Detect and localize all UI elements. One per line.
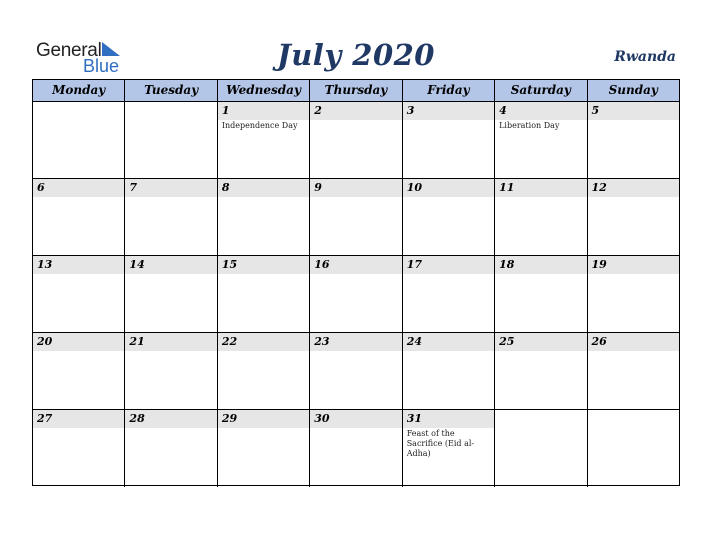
weekday-header-row xyxy=(33,80,679,102)
day-cell xyxy=(588,333,679,409)
day-cell xyxy=(310,102,402,178)
weekday-tuesday: Tuesday xyxy=(125,80,217,101)
day-number: 10 xyxy=(406,181,422,194)
country-label: Rwanda xyxy=(614,49,676,65)
day-cell xyxy=(495,102,587,178)
holiday-label: Feast of the Sacrifice (Eid al-Adha) xyxy=(406,429,475,458)
weekday-friday: Friday xyxy=(403,80,495,101)
day-number: 30 xyxy=(314,412,330,425)
date-band xyxy=(218,102,309,120)
day-number: 31 xyxy=(406,412,422,425)
day-cell xyxy=(33,179,125,255)
day-cell xyxy=(218,333,310,409)
day-cell xyxy=(218,179,310,255)
week-row xyxy=(33,333,679,410)
day-cell xyxy=(33,256,125,332)
holiday-label: Independence Day xyxy=(221,121,298,130)
weekday-sunday: Sunday xyxy=(608,83,658,97)
weekday-monday: Monday xyxy=(33,80,125,101)
day-number: 29 xyxy=(221,412,238,425)
weekday-thursday: Thursday xyxy=(310,80,402,101)
day-cell xyxy=(218,410,310,487)
day-number: 13 xyxy=(37,258,53,271)
day-cell xyxy=(125,256,217,332)
date-band xyxy=(588,102,679,120)
week-row xyxy=(33,179,679,256)
day-number: 25 xyxy=(499,335,515,348)
day-cell xyxy=(125,333,217,409)
day-cell xyxy=(33,102,125,178)
day-number: 14 xyxy=(129,258,145,271)
day-cell xyxy=(495,256,587,332)
calendar-title: July 2020 xyxy=(277,38,435,72)
week-row xyxy=(33,410,679,487)
logo-text-blue: Blue xyxy=(83,56,120,76)
day-number: 16 xyxy=(314,258,330,271)
day-number: 20 xyxy=(37,335,53,348)
day-cell xyxy=(125,102,217,178)
day-number: 1 xyxy=(221,104,230,117)
day-cell xyxy=(588,102,679,178)
day-number: 2 xyxy=(314,104,322,117)
day-cell xyxy=(403,179,495,255)
day-number: 27 xyxy=(37,412,53,425)
day-number: 5 xyxy=(591,104,600,117)
day-cell xyxy=(588,256,679,332)
date-band xyxy=(403,102,494,120)
date-band xyxy=(33,179,124,197)
day-number: 4 xyxy=(499,104,507,117)
date-band xyxy=(310,102,401,120)
day-cell xyxy=(588,410,679,487)
day-number: 26 xyxy=(591,335,607,348)
day-cell xyxy=(33,410,125,487)
day-cell xyxy=(310,410,402,487)
day-cell xyxy=(403,333,495,409)
weekday-saturday: Saturday xyxy=(495,80,587,101)
day-number: 23 xyxy=(314,335,330,348)
day-number: 11 xyxy=(499,181,515,194)
day-cell xyxy=(588,179,679,255)
date-band xyxy=(218,179,309,197)
week-row xyxy=(33,256,679,333)
day-number: 9 xyxy=(314,181,322,194)
calendar-grid xyxy=(32,79,680,486)
day-number: 22 xyxy=(221,335,238,348)
day-cell xyxy=(403,410,495,487)
day-number: 6 xyxy=(37,181,45,194)
date-band xyxy=(125,179,216,197)
day-cell xyxy=(310,179,402,255)
day-number: 24 xyxy=(406,335,422,348)
day-number: 18 xyxy=(499,258,515,271)
day-cell xyxy=(403,256,495,332)
day-cell xyxy=(310,333,402,409)
day-number: 15 xyxy=(221,258,238,271)
day-cell xyxy=(403,102,495,178)
day-cell xyxy=(218,102,310,178)
day-number: 17 xyxy=(406,258,422,271)
day-cell xyxy=(495,179,587,255)
day-cell xyxy=(218,256,310,332)
day-number: 21 xyxy=(129,335,145,348)
day-number: 8 xyxy=(221,181,230,194)
day-number: 12 xyxy=(591,181,607,194)
day-cell xyxy=(495,333,587,409)
day-number: 19 xyxy=(591,258,607,271)
logo-text-general: General xyxy=(36,40,102,61)
date-band xyxy=(495,102,586,120)
day-cell xyxy=(33,333,125,409)
day-number: 28 xyxy=(129,412,145,425)
day-number: 7 xyxy=(129,181,138,194)
day-number: 3 xyxy=(406,104,415,117)
day-cell xyxy=(125,410,217,487)
day-cell xyxy=(125,179,217,255)
day-cell xyxy=(310,256,402,332)
week-row xyxy=(33,102,679,179)
weekday-wednesday: Wednesday xyxy=(218,80,310,101)
holiday-label: Liberation Day xyxy=(499,121,560,130)
day-cell xyxy=(495,410,587,487)
date-band xyxy=(310,179,401,197)
